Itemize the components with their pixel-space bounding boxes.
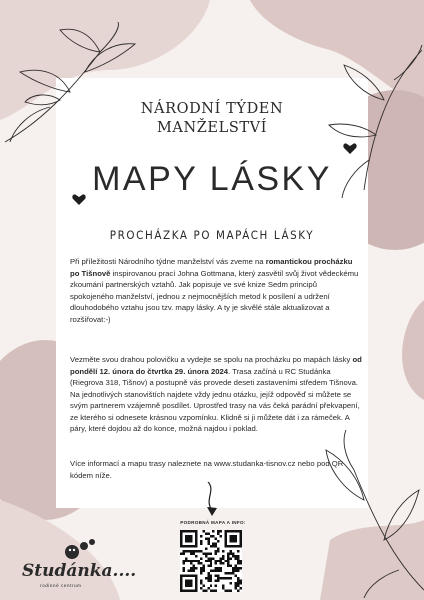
subtitle: PROCHÁZKA PO MAPÁCH LÁSKY	[109, 228, 315, 242]
p2-text: Vezměte svou drahou polovičku a vydejte se spolu na procházku po mapách lásky	[70, 355, 353, 364]
p1-text: Při příležitosti Národního týdne manželství vás zveme na	[70, 257, 266, 266]
logo-tagline: rodinné centrum	[40, 583, 82, 588]
qr-label: PODROBNÁ MAPA A INFO:	[180, 520, 246, 525]
p2-dates: od pondělí 12. února do čtvrtka 29. února 2024	[70, 355, 362, 376]
qr-code[interactable]	[180, 530, 242, 592]
logo-name-text: Studánka	[22, 561, 113, 581]
main-title: MAPY LÁSKY	[92, 160, 332, 198]
flower-illustration-bottom-right	[314, 430, 424, 600]
logo-graphic	[60, 534, 100, 564]
p1-bold: romantickou procházku po Tišnově	[70, 257, 353, 278]
week-title-line1: NÁRODNÍ TÝDEN	[140, 101, 284, 117]
intro-paragraph	[70, 256, 362, 325]
p2-text-cont: . Trasa začíná u RC Studánka (Riegrova 318, Tišnov) a postupně vás provede deseti zastaveními středem Tišnova. Na jednotlivých stanovištích najdete vždy jednu otázku, jejíž odpověď si můžete se svým partnerem vzájemně posdílet. Uprostřed trasy na vás čeká parádní překvapení, ze kterého si odnesete krásnou vzpomínku. Klidně si ji můžete dát i za rámeček. A páry, které dojdou až do konce, možná najdou i poklad.	[70, 366, 360, 433]
week-title	[56, 100, 368, 138]
info-paragraph: Více informací a mapu trasy naleznete na www.studanka-tisnov.cz nebo pod QR kódem níže.	[70, 459, 344, 480]
arrow-icon	[202, 480, 222, 520]
flower-illustration-top-left	[0, 22, 140, 162]
logo-name: Studánka....	[22, 561, 137, 581]
week-title-line2: MANŽELSTVÍ	[156, 120, 268, 136]
details-paragraph	[70, 354, 362, 435]
p1-text-cont: inspirovanou prací Johna Gottmana, který zasvětil svůj život vědeckému zkoumání partnerských vztahů. Jak popisuje ve své knize Sedm principů spokojeného manželství, jednou z nejmocnějších metod k posílení a udržení dlouhodobého vztahu jsou tzv. mapy lásky. A ty je skvělé stále aktualizovat a rozšiřovat:-)	[70, 268, 359, 324]
heart-icon	[343, 143, 357, 155]
